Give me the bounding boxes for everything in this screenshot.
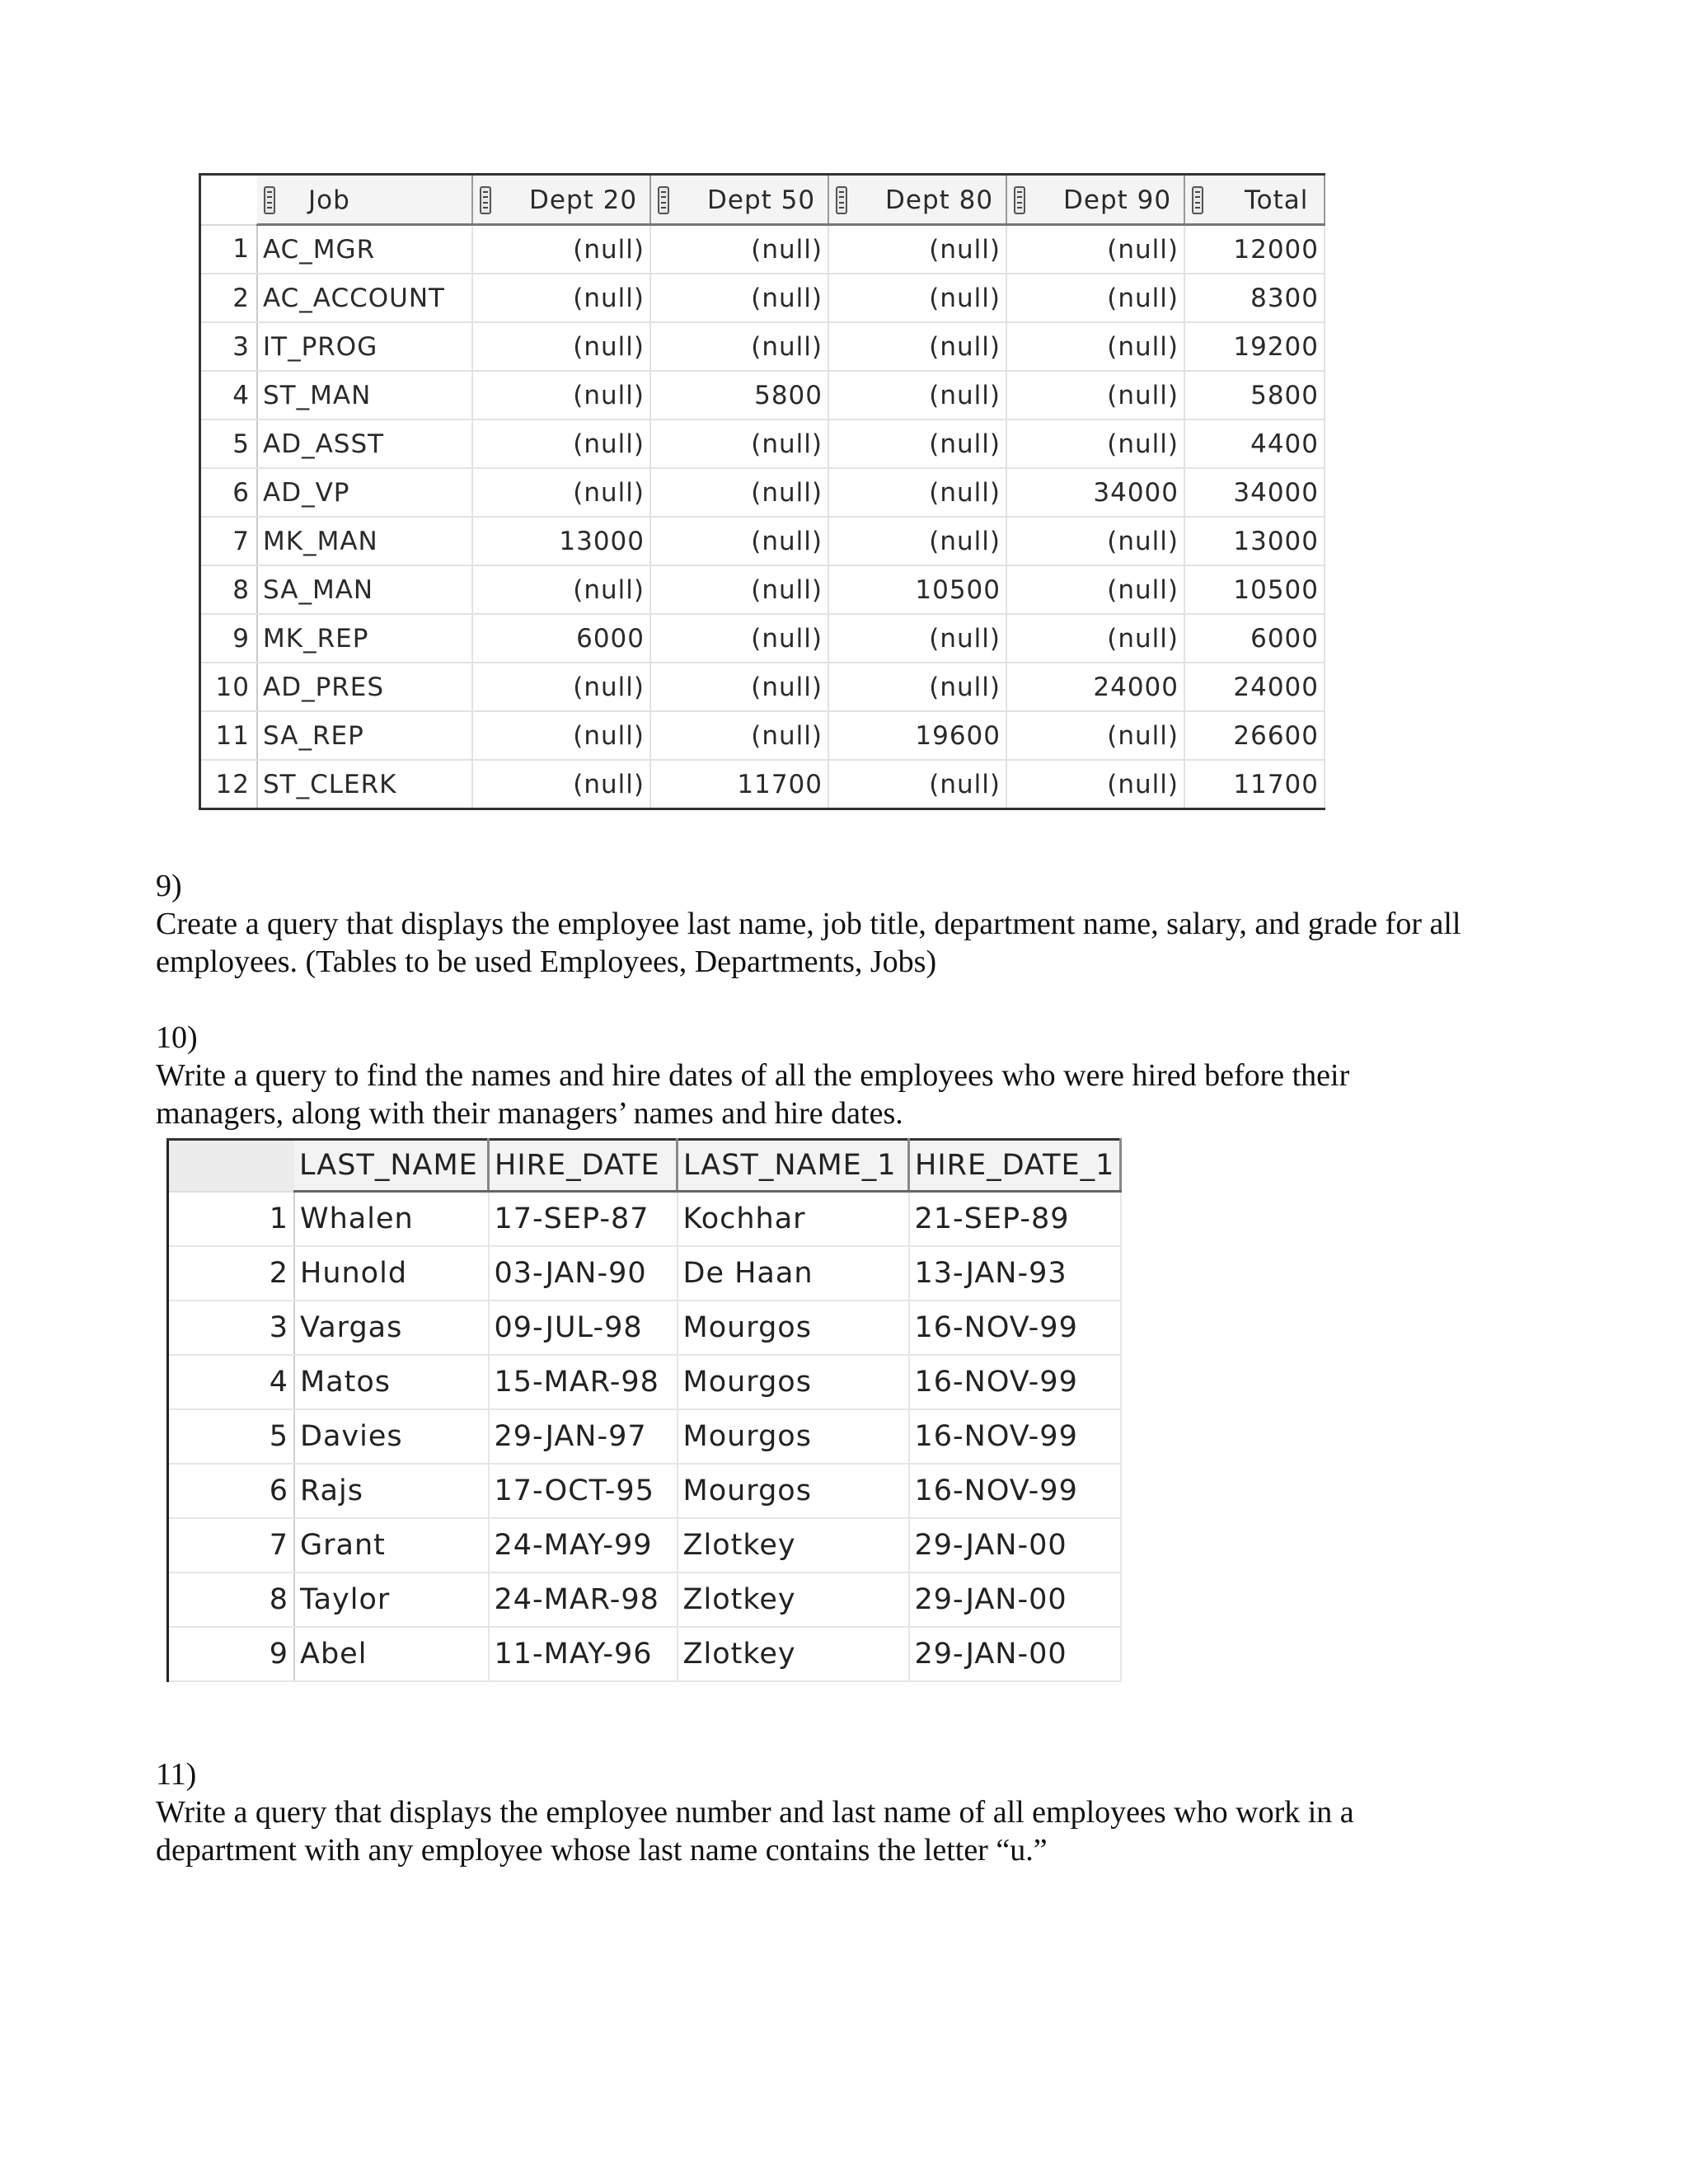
cell-last-name-1[interactable]: Mourgos	[678, 1355, 909, 1409]
cell-last-name-1[interactable]: Zlotkey	[678, 1627, 909, 1681]
cell-dept80[interactable]: (null)	[828, 274, 1006, 322]
cell-total[interactable]: 6000	[1184, 614, 1325, 663]
row-number: 7	[168, 1518, 295, 1572]
cell-last-name-1[interactable]: Mourgos	[678, 1409, 909, 1464]
question-number: 10)	[156, 1020, 198, 1055]
table-row[interactable]	[168, 1627, 1121, 1681]
sort-icon[interactable]	[1014, 186, 1025, 214]
row-number: 4	[200, 371, 258, 419]
table-row[interactable]	[200, 225, 1325, 274]
cell-dept80[interactable]: (null)	[828, 760, 1006, 809]
table-row[interactable]	[200, 468, 1325, 517]
cell-hire-date-1[interactable]: 16-NOV-99	[909, 1301, 1121, 1355]
cell-dept50[interactable]: 5800	[650, 371, 828, 419]
table-row[interactable]	[168, 1246, 1121, 1301]
cell-last-name[interactable]: Vargas	[294, 1301, 489, 1355]
cell-last-name-1[interactable]: Zlotkey	[678, 1518, 909, 1572]
cell-dept50[interactable]: (null)	[650, 419, 828, 468]
row-number-header	[200, 175, 258, 225]
cell-dept50[interactable]: (null)	[650, 274, 828, 322]
cell-dept50[interactable]: (null)	[650, 322, 828, 371]
table-row[interactable]	[168, 1192, 1121, 1247]
cell-last-name-1[interactable]: Zlotkey	[678, 1572, 909, 1627]
cell-last-name[interactable]: Hunold	[294, 1246, 489, 1301]
cell-last-name[interactable]: Rajs	[294, 1464, 489, 1518]
cell-dept90[interactable]: (null)	[1006, 274, 1184, 322]
col-header-dept90[interactable]: Dept 90	[1006, 175, 1184, 225]
table-row[interactable]	[200, 663, 1325, 711]
row-number: 7	[200, 517, 258, 565]
cell-hire-date[interactable]: 24-MAY-99	[489, 1518, 678, 1572]
table-row[interactable]	[200, 517, 1325, 565]
cell-job[interactable]: SA_REP	[257, 711, 472, 760]
cell-total[interactable]: 26600	[1184, 711, 1325, 760]
question-10	[156, 1019, 1458, 1132]
cell-total[interactable]: 24000	[1184, 663, 1325, 711]
sort-icon[interactable]	[480, 186, 491, 214]
col-header-dept20[interactable]: Dept 20	[472, 175, 650, 225]
cell-last-name-1[interactable]: Mourgos	[678, 1301, 909, 1355]
cell-dept20[interactable]: 13000	[472, 517, 650, 565]
table-row[interactable]	[168, 1518, 1121, 1572]
cell-job[interactable]: ST_MAN	[257, 371, 472, 419]
cell-dept20[interactable]: 6000	[472, 614, 650, 663]
cell-total[interactable]: 5800	[1184, 371, 1325, 419]
cell-hire-date-1[interactable]: 29-JAN-00	[909, 1518, 1121, 1572]
col-header-dept80[interactable]: Dept 80	[828, 175, 1006, 225]
cell-dept80[interactable]: 10500	[828, 565, 1006, 614]
table-row[interactable]	[200, 371, 1325, 419]
cell-dept90[interactable]: (null)	[1006, 419, 1184, 468]
cell-last-name-1[interactable]: Mourgos	[678, 1464, 909, 1518]
cell-dept20[interactable]: (null)	[472, 322, 650, 371]
cell-job[interactable]: ST_CLERK	[257, 760, 472, 809]
question-11	[156, 1755, 1359, 1869]
row-number: 1	[168, 1192, 295, 1247]
cell-dept90[interactable]: (null)	[1006, 517, 1184, 565]
cell-dept80[interactable]: (null)	[828, 468, 1006, 517]
cell-dept20[interactable]: (null)	[472, 371, 650, 419]
cell-dept90[interactable]: 34000	[1006, 468, 1184, 517]
sort-icon[interactable]	[658, 186, 669, 214]
pivot-header-row	[200, 175, 1325, 225]
cell-dept20[interactable]: (null)	[472, 663, 650, 711]
question-text: Write a query to find the names and hire dates of all the employees who were hired before their managers, along with their managers’ names and hire dates.	[156, 1058, 1350, 1131]
row-number: 8	[200, 565, 258, 614]
question-number: 11)	[156, 1757, 197, 1792]
col-header-last-name-1[interactable]: LAST_NAME_1	[678, 1140, 909, 1192]
cell-dept20[interactable]: (null)	[472, 760, 650, 809]
cell-last-name-1[interactable]: Kochhar	[678, 1192, 909, 1247]
cell-dept90[interactable]: (null)	[1006, 371, 1184, 419]
cell-hire-date[interactable]: 09-JUL-98	[489, 1301, 678, 1355]
row-number: 2	[168, 1246, 295, 1301]
cell-last-name-1[interactable]: De Haan	[678, 1246, 909, 1301]
table-row[interactable]	[200, 711, 1325, 760]
cell-total[interactable]: 12000	[1184, 225, 1325, 274]
cell-dept50[interactable]: 11700	[650, 760, 828, 809]
cell-hire-date[interactable]: 29-JAN-97	[489, 1409, 678, 1464]
cell-dept50[interactable]: (null)	[650, 565, 828, 614]
cell-last-name[interactable]: Abel	[294, 1627, 489, 1681]
sort-icon[interactable]	[264, 186, 275, 214]
col-header-dept50[interactable]: Dept 50	[650, 175, 828, 225]
question-text: Create a query that displays the employee last name, job title, department name, salary, and grade for all employees. (Tables to be used Employees, Departments, Jobs)	[156, 907, 1461, 979]
cell-last-name[interactable]: Whalen	[294, 1192, 489, 1247]
dept-pivot-table	[199, 173, 1325, 810]
table-row[interactable]	[200, 322, 1325, 371]
col-header-job[interactable]: Job	[257, 175, 472, 225]
col-header-hire-date[interactable]: HIRE_DATE	[489, 1140, 678, 1192]
cell-dept20[interactable]: (null)	[472, 274, 650, 322]
manager-header-row	[168, 1140, 1121, 1192]
row-number: 5	[200, 419, 258, 468]
cell-dept80[interactable]: (null)	[828, 614, 1006, 663]
cell-job[interactable]: AD_PRES	[257, 663, 472, 711]
cell-job[interactable]: AC_ACCOUNT	[257, 274, 472, 322]
cell-hire-date[interactable]: 03-JAN-90	[489, 1246, 678, 1301]
cell-dept50[interactable]: (null)	[650, 468, 828, 517]
sort-icon[interactable]	[1192, 186, 1203, 214]
row-number: 2	[200, 274, 258, 322]
cell-dept90[interactable]: (null)	[1006, 614, 1184, 663]
row-number: 1	[200, 225, 258, 274]
cell-dept50[interactable]: (null)	[650, 225, 828, 274]
row-number-header	[168, 1140, 295, 1192]
cell-dept20[interactable]: (null)	[472, 468, 650, 517]
cell-dept90[interactable]: (null)	[1006, 760, 1184, 809]
row-number: 3	[168, 1301, 295, 1355]
cell-hire-date-1[interactable]: 29-JAN-00	[909, 1572, 1121, 1627]
cell-last-name[interactable]: Davies	[294, 1409, 489, 1464]
table-row[interactable]	[200, 614, 1325, 663]
question-text: Write a query that displays the employee number and last name of all employees who work in a department with any employee whose last name contains the letter “u.”	[156, 1795, 1354, 1868]
row-number: 9	[200, 614, 258, 663]
question-number: 9)	[156, 869, 182, 903]
row-number: 6	[200, 468, 258, 517]
row-number: 8	[168, 1572, 295, 1627]
row-number: 4	[168, 1355, 295, 1409]
cell-dept50[interactable]: (null)	[650, 517, 828, 565]
table-row[interactable]	[200, 760, 1325, 809]
col-header-total[interactable]: Total	[1184, 175, 1325, 225]
cell-total[interactable]: 4400	[1184, 419, 1325, 468]
cell-hire-date-1[interactable]: 29-JAN-00	[909, 1627, 1121, 1681]
row-number: 3	[200, 322, 258, 371]
cell-total[interactable]: 13000	[1184, 517, 1325, 565]
cell-total[interactable]: 8300	[1184, 274, 1325, 322]
cell-hire-date-1[interactable]: 16-NOV-99	[909, 1409, 1121, 1464]
cell-hire-date[interactable]: 24-MAR-98	[489, 1572, 678, 1627]
cell-total[interactable]: 11700	[1184, 760, 1325, 809]
cell-job[interactable]: MK_REP	[257, 614, 472, 663]
manager-hire-table	[166, 1138, 1122, 1682]
cell-last-name[interactable]: Grant	[294, 1518, 489, 1572]
row-number: 12	[200, 760, 258, 809]
cell-dept50[interactable]: (null)	[650, 663, 828, 711]
table-row[interactable]	[168, 1301, 1121, 1355]
cell-job[interactable]: AD_VP	[257, 468, 472, 517]
row-number: 11	[200, 711, 258, 760]
cell-dept90[interactable]: 24000	[1006, 663, 1184, 711]
cell-dept50[interactable]: (null)	[650, 614, 828, 663]
cell-hire-date[interactable]: 17-OCT-95	[489, 1464, 678, 1518]
row-number: 5	[168, 1409, 295, 1464]
row-number: 6	[168, 1464, 295, 1518]
row-number: 9	[168, 1627, 295, 1681]
cell-job[interactable]: IT_PROG	[257, 322, 472, 371]
cell-total[interactable]: 10500	[1184, 565, 1325, 614]
table-row[interactable]	[168, 1464, 1121, 1518]
cell-dept80[interactable]: (null)	[828, 517, 1006, 565]
table-row[interactable]	[200, 565, 1325, 614]
cell-dept80[interactable]: 19600	[828, 711, 1006, 760]
col-header-hire-date-1[interactable]: HIRE_DATE_1	[909, 1140, 1121, 1192]
cell-dept80[interactable]: (null)	[828, 225, 1006, 274]
cell-total[interactable]: 34000	[1184, 468, 1325, 517]
col-header-last-name[interactable]: LAST_NAME	[294, 1140, 489, 1192]
cell-hire-date[interactable]: 11-MAY-96	[489, 1627, 678, 1681]
cell-hire-date-1[interactable]: 21-SEP-89	[909, 1192, 1121, 1247]
row-number: 10	[200, 663, 258, 711]
cell-job[interactable]: AD_ASST	[257, 419, 472, 468]
cell-last-name[interactable]: Matos	[294, 1355, 489, 1409]
cell-hire-date-1[interactable]: 13-JAN-93	[909, 1246, 1121, 1301]
question-9	[156, 867, 1516, 981]
cell-dept80[interactable]: (null)	[828, 322, 1006, 371]
cell-hire-date-1[interactable]: 16-NOV-99	[909, 1355, 1121, 1409]
sort-icon[interactable]	[836, 186, 847, 214]
cell-dept20[interactable]: (null)	[472, 565, 650, 614]
cell-hire-date[interactable]: 15-MAR-98	[489, 1355, 678, 1409]
table-row[interactable]	[200, 419, 1325, 468]
cell-job[interactable]: SA_MAN	[257, 565, 472, 614]
table-row[interactable]	[168, 1572, 1121, 1627]
cell-job[interactable]: MK_MAN	[257, 517, 472, 565]
cell-dept90[interactable]: (null)	[1006, 225, 1184, 274]
cell-hire-date-1[interactable]: 16-NOV-99	[909, 1464, 1121, 1518]
cell-dept90[interactable]: (null)	[1006, 711, 1184, 760]
cell-dept20[interactable]: (null)	[472, 711, 650, 760]
cell-dept20[interactable]: (null)	[472, 419, 650, 468]
cell-job[interactable]: AC_MGR	[257, 225, 472, 274]
table-row[interactable]	[168, 1409, 1121, 1464]
cell-dept90[interactable]: (null)	[1006, 322, 1184, 371]
cell-hire-date[interactable]: 17-SEP-87	[489, 1192, 678, 1247]
cell-total[interactable]: 19200	[1184, 322, 1325, 371]
cell-dept80[interactable]: (null)	[828, 371, 1006, 419]
cell-dept90[interactable]: (null)	[1006, 565, 1184, 614]
cell-dept80[interactable]: (null)	[828, 419, 1006, 468]
table-row[interactable]	[168, 1355, 1121, 1409]
cell-dept50[interactable]: (null)	[650, 711, 828, 760]
cell-last-name[interactable]: Taylor	[294, 1572, 489, 1627]
table-row[interactable]	[200, 274, 1325, 322]
cell-dept20[interactable]: (null)	[472, 225, 650, 274]
cell-dept80[interactable]: (null)	[828, 663, 1006, 711]
